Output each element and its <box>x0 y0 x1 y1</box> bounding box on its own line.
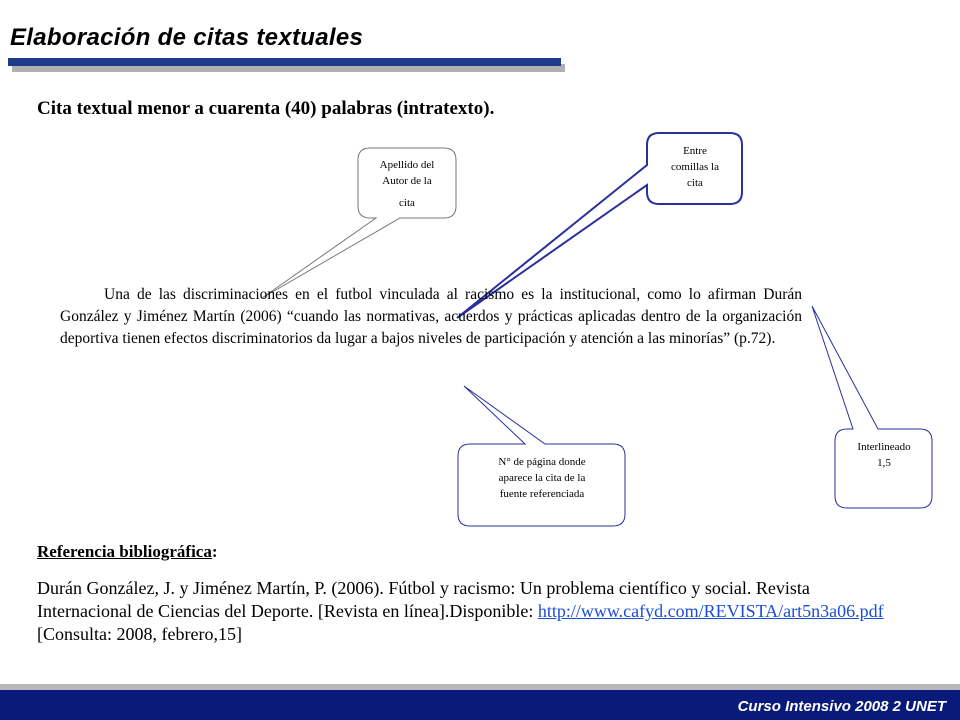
reference-body <box>37 577 907 646</box>
footer-text: Curso Intensivo 2008 2 UNET <box>737 698 946 715</box>
section-subtitle: Cita textual menor a cuarenta (40) palabras (intratexto). <box>37 98 495 119</box>
quote-paragraph: Una de las discriminaciones en el futbol vinculada al racismo es la institucional, como lo afirman Durán González y Jiménez Martín (2006) “cuando las normativas, acuerdos y prácticas aplicadas dentro de la organización deportiva tienen efectos discriminatorios da lugar a bajos niveles de participación y atención a las minorías” (p.72). <box>60 286 802 347</box>
callout-author-text <box>360 157 454 211</box>
callout-quotes-text <box>650 143 740 191</box>
callout-spacing-text <box>837 439 931 471</box>
callout-quotes-line: cita <box>687 177 703 189</box>
reference-heading-label: Referencia bibliográfica <box>37 542 212 561</box>
callout-quotes-line: comillas la <box>671 161 719 173</box>
page-title: Elaboración de citas textuales <box>10 24 364 51</box>
reference-link[interactable]: http://www.cafyd.com/REVISTA/art5n3a06.pdf <box>537 601 884 621</box>
callout-spacing-shape <box>812 306 932 508</box>
callout-author-line: Apellido del <box>379 159 435 171</box>
callout-quotes-line: Entre <box>683 145 707 157</box>
callout-spacing-line: 1,5 <box>877 457 891 469</box>
callout-page-text <box>462 454 622 502</box>
reference-consulta: [Consulta: 2008, febrero,15] <box>37 624 242 644</box>
callout-author-line: Autor de la <box>382 175 432 187</box>
reference-heading <box>37 542 218 562</box>
callout-page-line: N° de página donde <box>498 456 586 468</box>
reference-heading-colon: : <box>211 542 218 561</box>
callout-author-line: cita <box>399 197 415 209</box>
callout-page-line: fuente referenciada <box>499 488 585 500</box>
reference-text: Durán González, J. y Jiménez Martín, P. (2006). Fútbol y racismo: Un problema científico y social. Revista Internacional de Ciencias del Deporte. [Revista en línea].Disponible: <box>37 578 810 621</box>
callout-spacing-line: Interlineado <box>857 441 911 453</box>
callout-page-line: aparece la cita de la <box>498 472 586 484</box>
